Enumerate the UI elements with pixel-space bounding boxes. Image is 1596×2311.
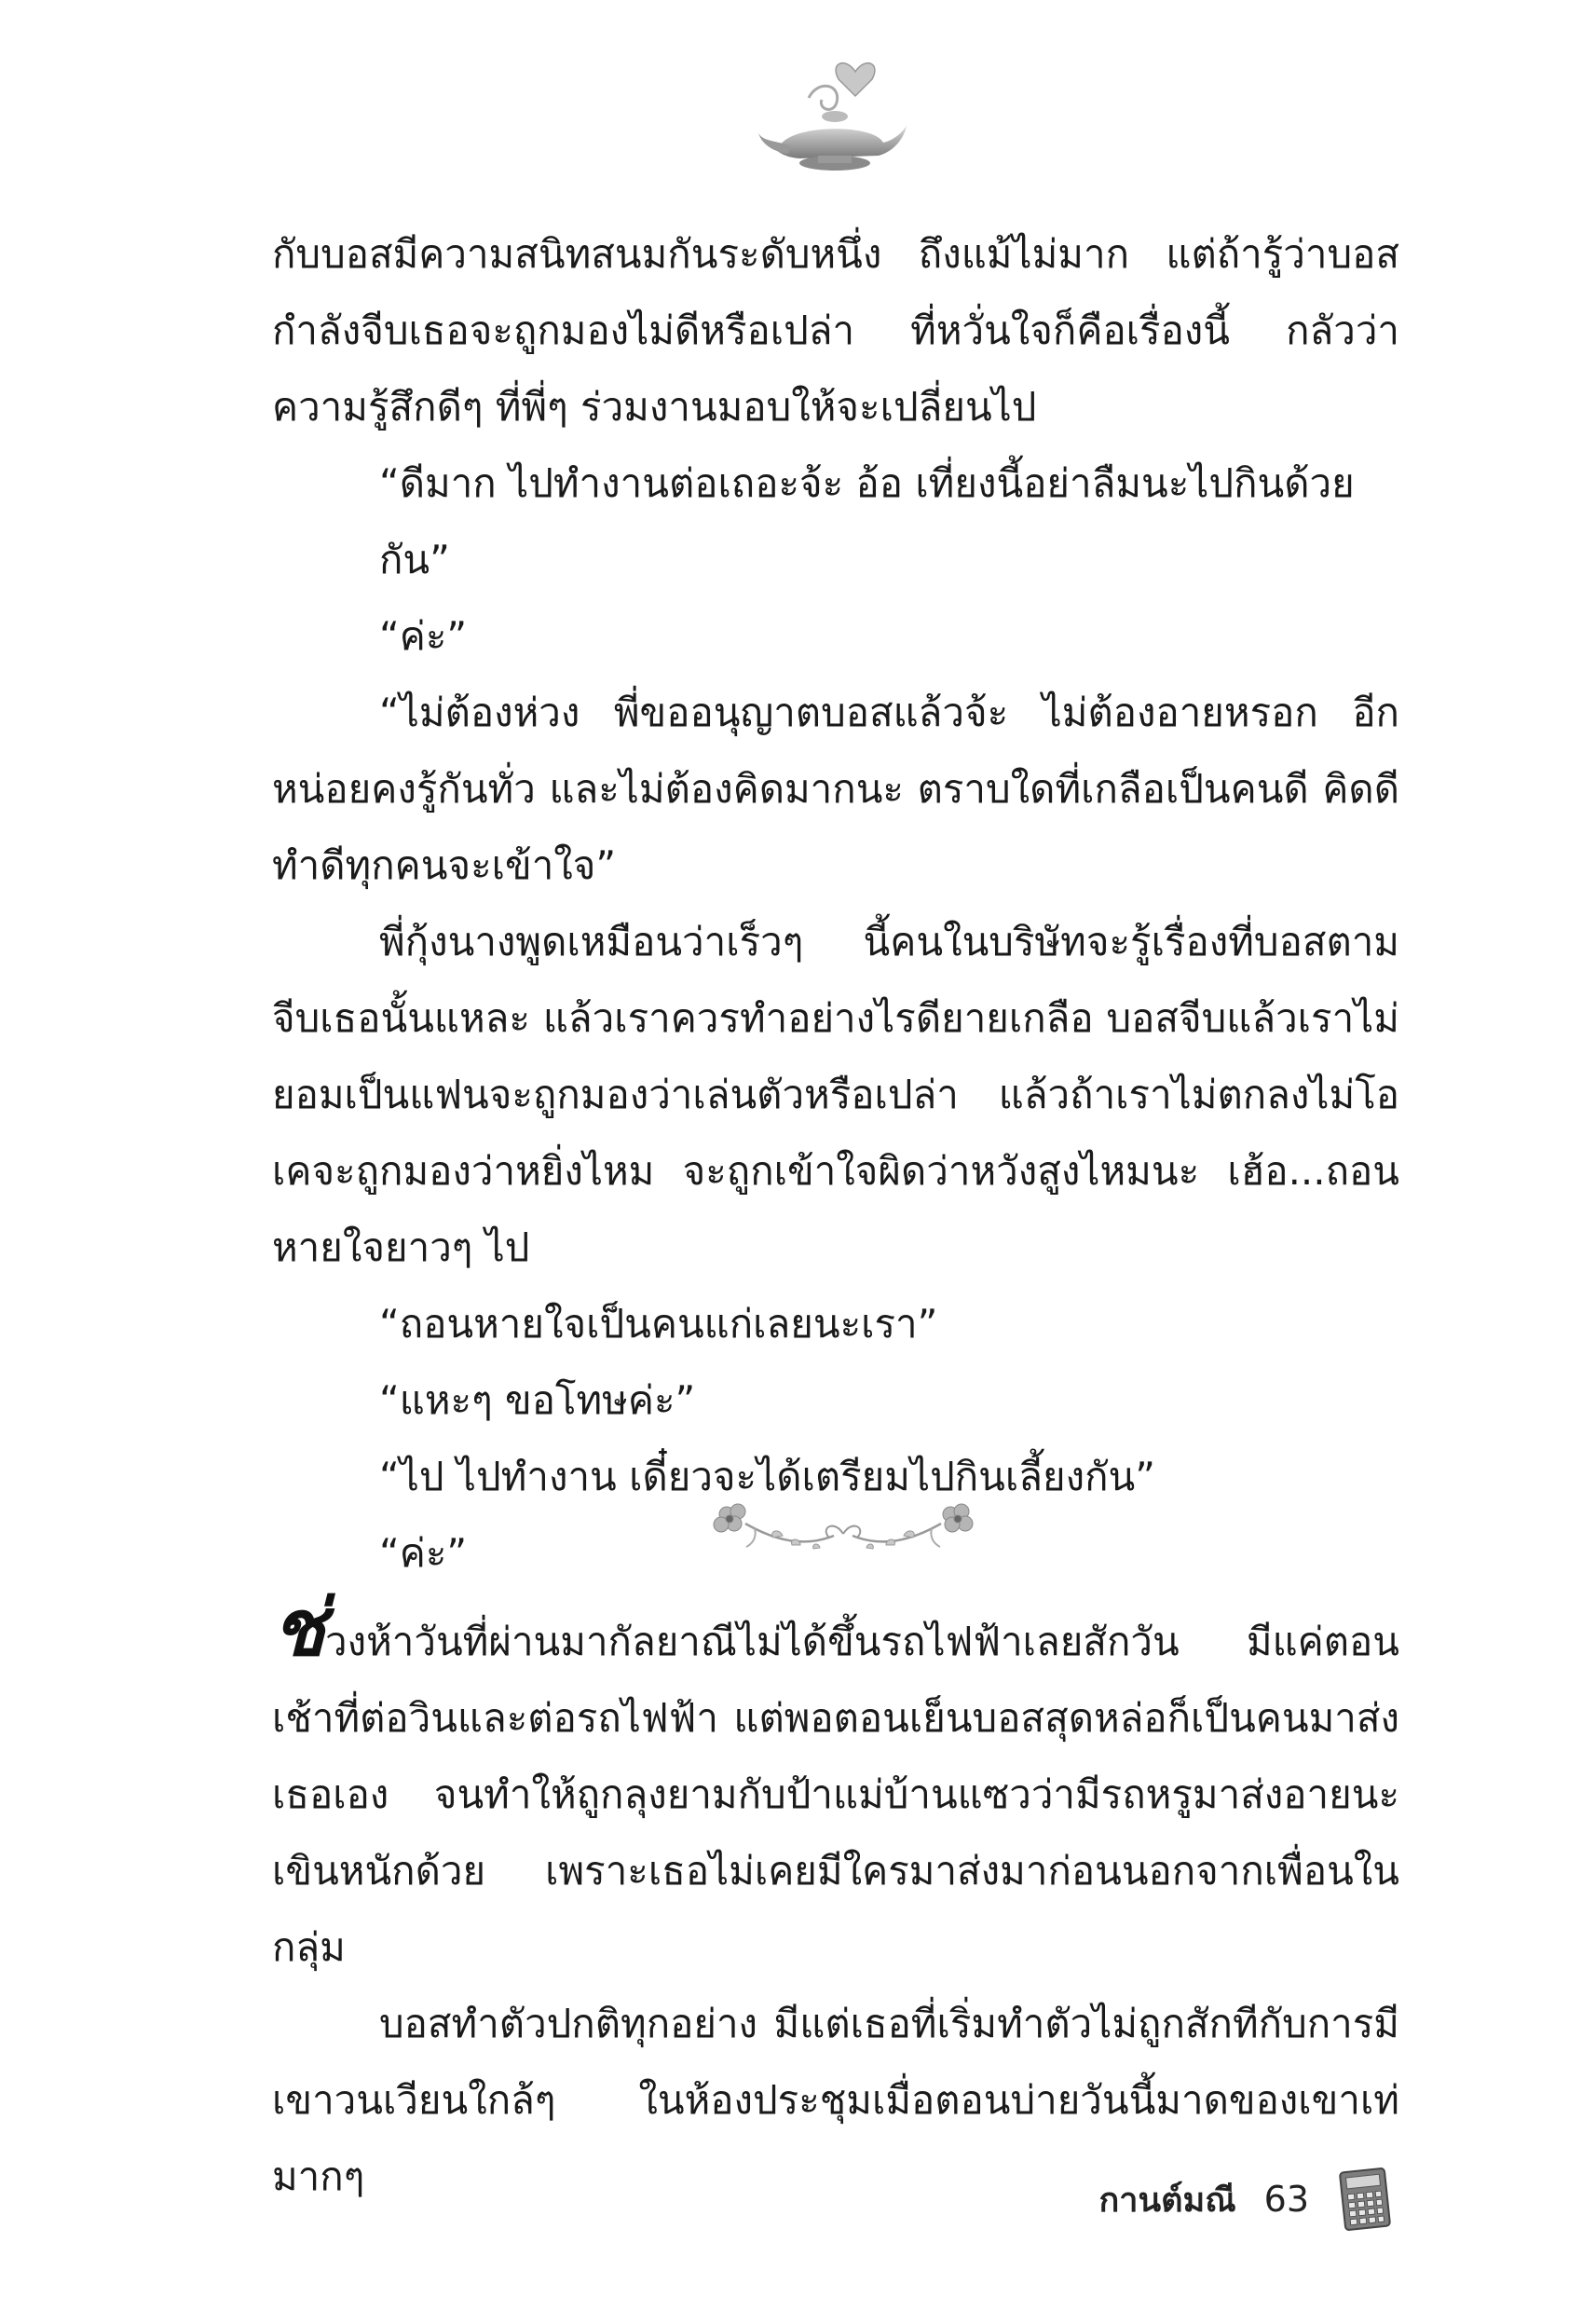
paragraph: บอสทำตัวปกติทุกอย่าง มีแต่เธอที่เริ่มทำตัวไม่ถูกสักทีกับการมีเขาวนเวียนใกล้ๆ ในห้องประชุมเมื่อตอนบ่ายวันนี้มาดของเขาเท่มากๆ	[272, 2001, 1399, 2199]
floral-divider-icon	[703, 1491, 983, 1566]
page-footer	[1099, 2167, 1394, 2232]
page-number: 63	[1263, 2179, 1309, 2220]
paragraph: พี่กุ้งนางพูดเหมือนว่าเร็วๆ นี้คนในบริษัทจะรู้เรื่องที่บอสตามจีบเธอนั้นแหละ แล้วเราควรทำอย่างไรดียายเกลือ บอสจีบแล้วเราไม่ยอมเป็นแฟนจะถูกมองว่าเล่นตัวหรือเปล่า แล้วถ้าเราไม่ตกลงไม่โอเคจะถูกมองว่าหยิ่งไหม จะถูกเข้าใจผิดว่าหวังสูงไหมนะ เฮ้อ...ถอนหายใจยาวๆ ไป	[272, 919, 1399, 1270]
calculator-icon	[1337, 2167, 1393, 2232]
paragraph-continuation: กับบอสมีความสนิทสนมกันระดับหนึ่ง ถึงแม้ไม่มาก แต่ถ้ารู้ว่าบอสกำลังจีบเธอจะถูกมองไม่ดีหรือเปล่า ที่หวั่นใจก็คือเรื่องนี้ กลัวว่าความรู้สึกดีๆ ที่พี่ๆ ร่วมงานมอบให้จะเปลี่ยนไป	[272, 231, 1399, 430]
text-block-bottom	[272, 1582, 1399, 2215]
dialogue-line: “ค่ะ”	[379, 613, 468, 659]
paragraph: “ไม่ต้องห่วง พี่ขออนุญาตบอสแล้วจ้ะ ไม่ต้องอายหรอก อีกหน่อยคงรู้กันทั่ว และไม่ต้องคิดมากนะ ตราบใดที่เกลือเป็นคนดี คิดดี ทำดีทุกคนจะเข้าใจ”	[272, 690, 1399, 888]
text-block-top	[272, 216, 1399, 1592]
dialogue-line: “ดีมาก ไปทำงานต่อเถอะจ้ะ อ้อ เที่ยงนี้อย่าลืมนะไปกินด้วยกัน”	[379, 460, 1355, 582]
dialogue-line: “ถอนหายใจเป็นคนแก่เลยนะเรา”	[379, 1301, 938, 1347]
lamp-ornament-icon	[753, 51, 911, 182]
dialogue-line: “แหะๆ ขอโทษค่ะ”	[379, 1377, 696, 1423]
dialogue-line: “ไป ไปทำงาน เดี๋ยวจะได้เตรียมไปกินเลี้ยงกัน”	[379, 1454, 1156, 1499]
footer-title: กานต์มณี	[1098, 2181, 1236, 2220]
paragraph-dropcap	[272, 1582, 1399, 1986]
drop-cap: ช่	[272, 1582, 326, 1674]
paragraph-text: วงห้าวันที่ผ่านมากัลยาณีไม่ได้ขึ้นรถไฟฟ้าเลยสักวัน มีแค่ตอนเช้าที่ต่อวินและต่อรถไฟฟ้า แต่พอตอนเย็นบอสสุดหล่อก็เป็นคนมาส่งเธอเอง จนทำให้ถูกลุงยามกับป้าแม่บ้านแซวว่ามีรถหรูมาส่งอายนะ เขินหนักด้วย เพราะเธอไม่เคยมีใครมาส่งมาก่อนนอกจากเพื่อนในกลุ่ม	[272, 1619, 1399, 1970]
dialogue-line: “ค่ะ”	[379, 1530, 468, 1576]
